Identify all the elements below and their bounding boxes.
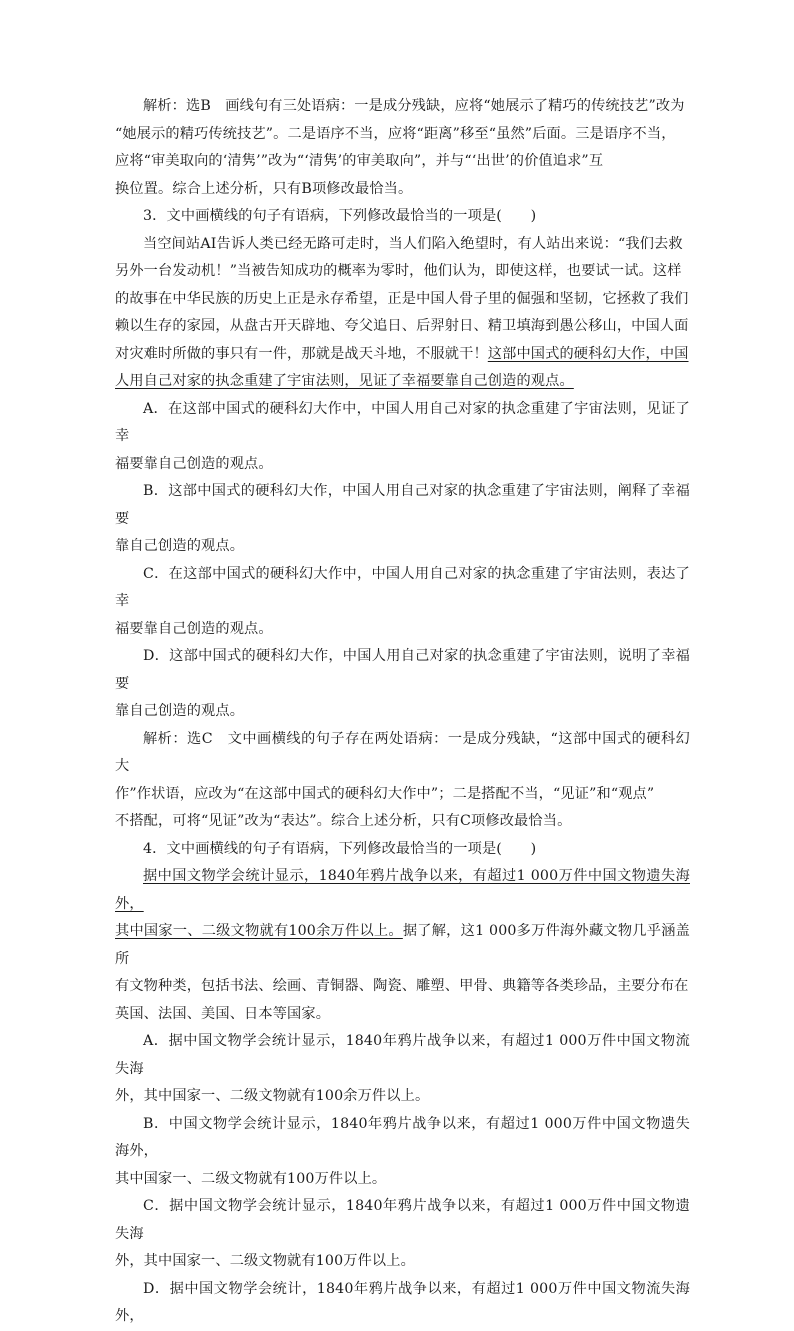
text-line: 解析：选C 文中画横线的句子存在两处语病：一是成分残缺，“这部中国式的硬科幻大: [115, 730, 690, 774]
underlined-sentence: 其中国家一、二级文物就有100余万件以上。: [115, 923, 403, 939]
text-line: 赖以生存的家园，从盘古开天辟地、夸父追日、后羿射日、精卫填海到愚公移山，中国人面: [115, 318, 689, 334]
option-4c: [115, 1193, 690, 1276]
text-line: D．这部中国式的硬科幻大作，中国人用自己对家的执念重建了宇宙法则，说明了幸福要: [115, 648, 690, 692]
text-line: 外，其中国家一、二级文物就有100万件以上。: [115, 1253, 415, 1269]
text-line: A．据中国文物学会统计显示，1840年鸦片战争以来，有超过1 000万件中国文物流失海: [115, 1033, 690, 1077]
text-line: C．据中国文物学会统计显示，1840年鸦片战争以来，有超过1 000万件中国文物遗失海: [115, 1198, 690, 1242]
option-3a: [115, 396, 690, 479]
text-line: 靠自己创造的观点。: [115, 703, 245, 719]
text-line: B．这部中国式的硬科幻大作，中国人用自己对家的执念重建了宇宙法则，阐释了幸福要: [115, 483, 690, 527]
document-content: [115, 93, 690, 1331]
underlined-sentence: 据中国文物学会统计显示，1840年鸦片战争以来，有超过1 000万件中国文物遗失海外，: [115, 868, 690, 912]
option-3c: [115, 561, 690, 644]
text-line: 另外一台发动机！”当被告知成功的概率为零时，他们认为，即使这样，也要试一试。这样: [115, 263, 682, 279]
text-line: A．在这部中国式的硬科幻大作中，中国人用自己对家的执念重建了宇宙法则，见证了幸: [115, 400, 690, 444]
passage-3: [115, 231, 690, 396]
underlined-sentence: 人用自己对家的执念重建了宇宙法则，见证了幸福要靠自己创造的观点。: [115, 373, 574, 389]
question-stem: 4．文中画横线的句子有语病，下列修改最恰当的一项是( ): [143, 840, 537, 857]
underlined-sentence: 这部中国式的硬科幻大作，中国: [487, 345, 689, 362]
text-line: 靠自己创造的观点。: [115, 538, 245, 554]
analysis-q2: [115, 93, 690, 203]
option-4d: [115, 1276, 690, 1331]
plain-text: 据了解，这1 000多万件海外藏文物几乎涵盖所: [115, 923, 690, 967]
text-line: B．中国文物学会统计显示，1840年鸦片战争以来，有超过1 000万件中国文物遗失海外，: [115, 1115, 690, 1159]
text-line: 解析：选B 画线句有三处语病：一是成分残缺，应将“她展示了精巧的传统技艺”改为: [143, 98, 685, 114]
text-line: 不搭配，可将“见证”改为“表达”。综合上述分析，只有C项修改最恰当。: [115, 813, 572, 829]
text-line: 作”作状语，应改为“在这部中国式的硬科幻大作中”；二是搭配不当，“见证”和“观点”: [115, 785, 655, 802]
text-line: 当空间站AI告诉人类已经无路可走时，当人们陷入绝望时，有人站出来说：“我们去救: [143, 235, 683, 252]
text-line: 英国、法国、美国、日本等国家。: [115, 1005, 331, 1022]
option-4a: [115, 1028, 690, 1111]
text-line: 换位置。综合上述分析，只有B项修改最恰当。: [115, 180, 413, 197]
text-line: 其中国家一、二级文物就有100万件以上。: [115, 1170, 387, 1187]
text-line: 的故事在中华民族的历史上正是永存希望，正是中国人骨子里的倔强和坚韧，它拯救了我们: [115, 290, 689, 307]
text-line: [115, 863, 690, 918]
text-line: [115, 341, 690, 369]
text-line: 应将“审美取向的‘清隽’”改为“‘清隽’的审美取向”，并与“‘出世’的价值追求”互: [115, 153, 604, 169]
text-line: D．据中国文物学会统计，1840年鸦片战争以来，有超过1 000万件中国文物流失海外，: [115, 1280, 690, 1324]
text-line: C．在这部中国式的硬科幻大作中，中国人用自己对家的执念重建了宇宙法则，表达了幸: [115, 565, 690, 609]
analysis-q3: [115, 726, 690, 836]
plain-text: 对灾难时所做的事只有一件，那就是战天斗地，不服就干！: [115, 345, 488, 362]
question-3: [115, 203, 690, 231]
text-line: [115, 368, 690, 396]
text-line: 福要靠自己创造的观点。: [115, 455, 273, 472]
text-line: 福要靠自己创造的观点。: [115, 620, 273, 637]
question-4: [115, 836, 690, 864]
text-line: 有文物种类，包括书法、绘画、青铜器、陶瓷、雕塑、甲骨、典籍等各类珍品，主要分布在: [115, 978, 689, 994]
text-line: [115, 918, 690, 973]
text-line: “她展示的精巧传统技艺”。二是语序不当，应将“距离”移至“虽然”后面。三是语序不当，: [115, 125, 676, 142]
passage-4: [115, 863, 690, 1028]
option-3b: [115, 478, 690, 561]
text-line: 外，其中国家一、二级文物就有100余万件以上。: [115, 1088, 430, 1104]
question-stem: 3．文中画横线的句子有语病，下列修改最恰当的一项是( ): [143, 208, 537, 224]
option-3d: [115, 643, 690, 726]
